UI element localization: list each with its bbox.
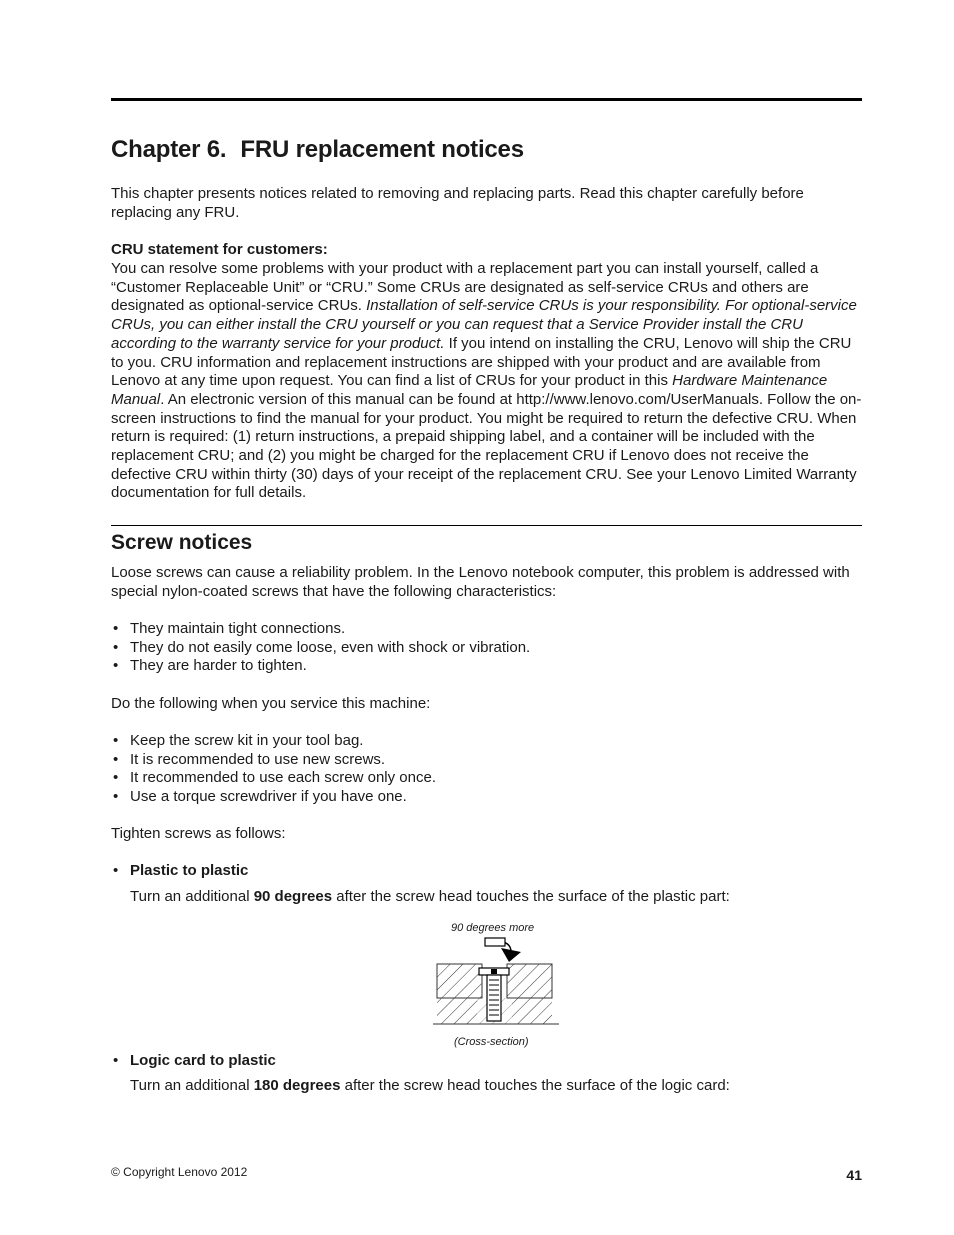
page-number: 41 bbox=[846, 1167, 862, 1183]
chapter-title bbox=[111, 134, 524, 166]
service-steps-list bbox=[111, 732, 436, 807]
logic-card-degrees: 180 degrees bbox=[253, 1077, 341, 1094]
service-intro: Do the following when you service this machine: bbox=[111, 695, 431, 712]
cru-text-3: . An electronic version of this manual can be found at http://www.lenovo.com/UserManuals. Follow the on-screen instructions to find the manual for your product. You might be required to return the defective CRU. When return is required: (1) return instructions, a prepaid shipping label, and a container will be included with the replacement CRU; and (2) you might be charged for the replacement CRU if Lenovo does not receive the defective CRU within thirty (30) days of your receipt of the replacement CRU. See your Lenovo Limited Warranty documentation for full details. bbox=[111, 390, 862, 502]
cru-heading: CRU statement for customers: bbox=[111, 241, 328, 258]
screw-intro: Loose screws can cause a reliability problem. In the Lenovo notebook computer, this problem is addressed with special nylon-coated screws that have the following characteristics: bbox=[111, 564, 850, 600]
cru-text-1: You can resolve some problems with your product with a replacement part you can install yourself, called a “Customer Replaceable Unit” or “CRU.” Some CRUs are designated as self-service CRUs and others are designated as optional-service CRUs. bbox=[111, 260, 819, 315]
screw-shank bbox=[487, 975, 501, 1021]
tighten-intro: Tighten screws as follows: bbox=[111, 825, 286, 842]
screw-characteristics-list bbox=[111, 620, 530, 676]
screw-diagram bbox=[431, 932, 561, 1052]
cru-text-2: If you intend on installing the CRU, Lenovo will ship the CRU to you. CRU information and replacement instructions are shipped with your product and are available from Lenovo at any time upon request. You can find a list of CRUs for your product in this bbox=[111, 334, 852, 390]
cru-statement bbox=[111, 260, 862, 503]
list-item: • They do not easily come loose, even with shock or vibration. bbox=[111, 639, 530, 658]
rotation-arrow-icon bbox=[501, 948, 521, 962]
chapter-name: FRU replacement notices bbox=[240, 136, 524, 163]
chapter-top-rule bbox=[111, 98, 862, 101]
screw-cross-section-figure bbox=[431, 918, 561, 1053]
lower-plastic-left bbox=[437, 998, 477, 1024]
chapter-intro: This chapter presents notices related to removing and replacing parts. Read this chapter carefully before replacing any FRU. bbox=[111, 185, 804, 221]
plastic-instruction: Turn an additional 90 degrees after the screw head touches the surface of the plastic part: bbox=[130, 888, 730, 905]
plastic-to-plastic-label: • Plastic to plastic bbox=[111, 862, 248, 881]
list-item: • It is recommended to use new screws. bbox=[111, 751, 436, 770]
list-item: • They maintain tight connections. bbox=[111, 620, 530, 639]
plastic-degrees: 90 degrees bbox=[253, 888, 333, 905]
figure-top-label: 90 degrees more bbox=[451, 922, 535, 934]
figure-bottom-label: (Cross-section) bbox=[454, 1036, 529, 1048]
list-item: • It recommended to use each screw only once. bbox=[111, 769, 436, 788]
upper-plastic-left bbox=[437, 964, 482, 998]
manual-title: Hardware Maintenance Manual bbox=[111, 372, 828, 408]
logic-card-to-plastic-label: • Logic card to plastic bbox=[111, 1052, 276, 1071]
chapter-number: Chapter 6. bbox=[111, 136, 227, 163]
section-rule bbox=[111, 525, 862, 526]
lower-plastic-right bbox=[512, 998, 552, 1024]
logic-card-instruction: Turn an additional 180 degrees after the screw head touches the surface of the logic card: bbox=[130, 1077, 730, 1094]
upper-plastic-right bbox=[507, 964, 552, 998]
screw-slot bbox=[491, 969, 497, 974]
cru-text-italic-1: Installation of self-service CRUs is your responsibility. For optional-service CRUs, you can either install the CRU yourself or you can request that a Service Provider install the CRU according to the warranty service for your product. bbox=[111, 297, 857, 352]
list-item: • Keep the screw kit in your tool bag. bbox=[111, 732, 436, 751]
list-item: • They are harder to tighten. bbox=[111, 657, 530, 676]
copyright-footer: © Copyright Lenovo 2012 bbox=[111, 1165, 248, 1179]
list-item: • Use a torque screwdriver if you have one. bbox=[111, 788, 436, 807]
screw-notices-title: Screw notices bbox=[111, 531, 253, 554]
